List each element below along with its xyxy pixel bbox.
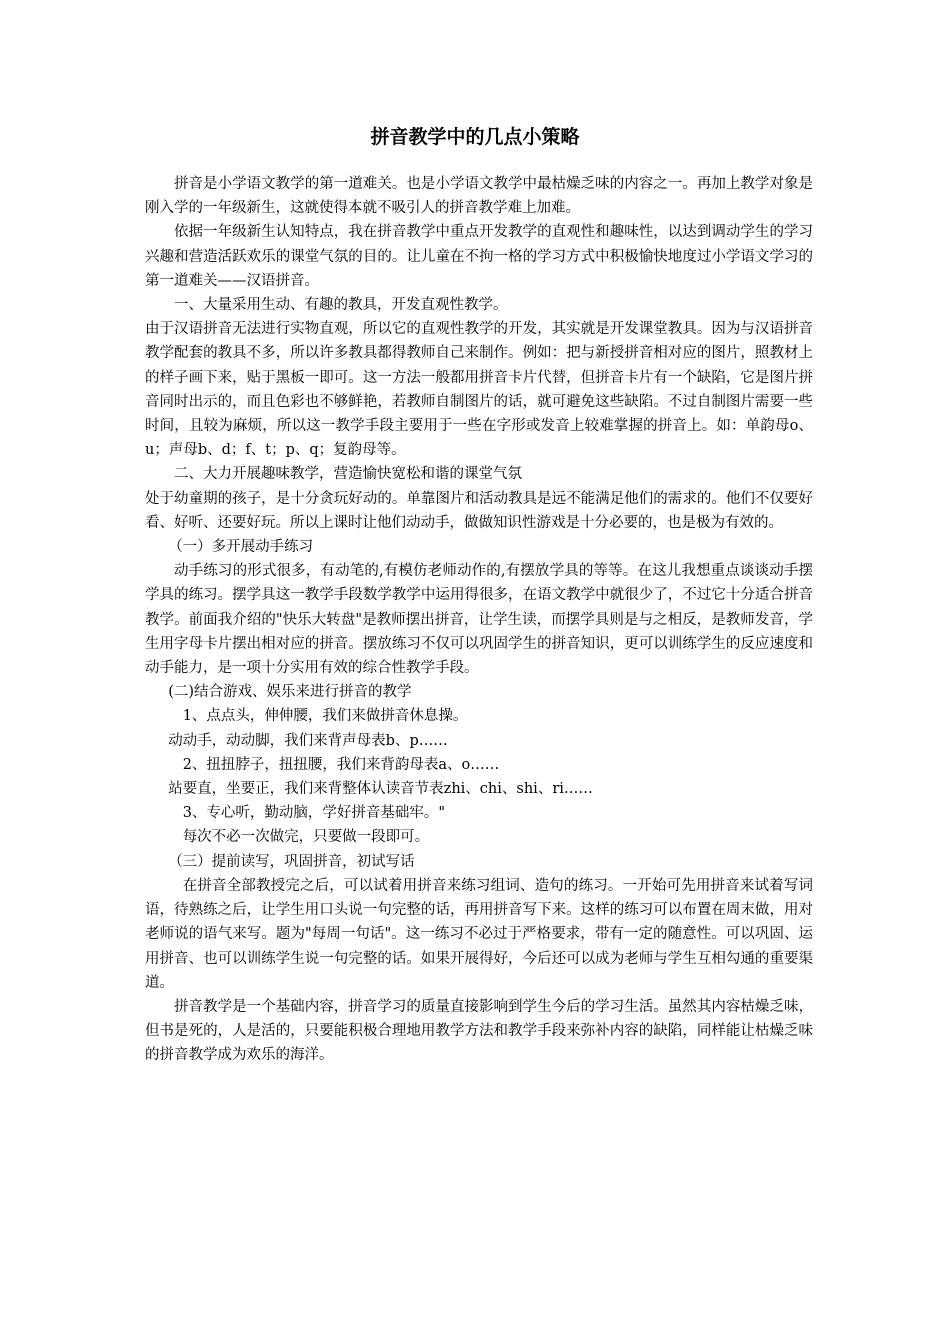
document-title: 拼音教学中的几点小策略 (370, 126, 580, 148)
paragraph-subsection-3: 在拼音全部教授完之后，可以试着用拼音来练习组词、造句的练习。一开始可先用拼音来试着写词语，待熟练之后，让学生用口头说一句完整的话，再用拼音写下来。这样的练习可以布置在周末做，用对老师说的语气来写。题为"每周一句话"。这一练习不必过于严格要求，带有一定的随意性。可以巩固、运用拼音、也可以训练学生说一句完整的话。如果开展得好，今后还可以成为老师与学生互相勾通的重要渠道。 (145, 877, 813, 991)
subsection-heading-3: （三）提前读写，巩固拼音，初试写话 (168, 853, 415, 870)
document-body (145, 172, 813, 1068)
paragraph-section-1: 由于汉语拼音无法进行实物直观，所以它的直观性教学的开发，其实就是开发课堂教具。因为与汉语拼音教学配套的教具不多，所以许多教具都得教师自己来制作。例如：把与新授拼音相对应的图片，照教材上的样子画下来，贴于黑板一即可。这一方法一般都用拼音卡片代替，但拼音卡片有一个缺陷，它是图片拼音同时出示的，而且色彩也不够鲜艳，若教师自制图片的话，就可避免这些缺陷。不过自制图片需要一些时间，且较为麻烦，所以这一教学手段主要用于一些在字形或发音上较难掌握的拼音上。如：单韵母o、u；声母b、d；f、t；p、q；复韵母等。 (145, 321, 813, 459)
subsection-heading-2: (二)结合游戏、娱乐来进行拼音的教学 (168, 684, 412, 701)
subsection-heading-1: （一）多开展动手练习 (168, 539, 314, 556)
paragraph-intro: 拼音是小学语文教学的第一道难关。也是小学语文教学中最枯燥乏味的内容之一。再加上教学对象是刚入学的一年级新生，这就使得本就不吸引人的拼音教学难上加难。 (145, 176, 813, 217)
paragraph-subsection-1: 动手练习的形式很多，有动笔的,有模仿老师动作的,有摆放学具的等等。在这儿我想重点谈谈动手摆学具的练习。摆学具这一教学手段数学教学中运用得很多，在语文教学中就很少了，不过它十分适合拼音教学。前面我介绍的"快乐大转盘"是教师摆出拼音，让学生读，而摆学具则是与之相反，是教师发音，学生用字母卡片摆出相对应的拼音。摆放练习不仅可以巩固学生的拼音知识，更可以训练学生的反应速度和动手能力，是一项十分实用有效的综合性教学手段。 (145, 563, 813, 677)
rhyme-line-1: 1、点点头，伸伸腰，我们来做拼音休息操。 (182, 708, 468, 725)
rhyme-line-4: 站要直，坐要正，我们来背整体认读音节表zhi、chi、shi、ri…… (168, 781, 593, 798)
rhyme-line-2: 动动手，动动脚，我们来背声母表b、p…… (168, 732, 448, 749)
rhyme-line-3: 2、扭扭脖子，扭扭腰，我们来背韵母表a、o…… (182, 756, 500, 773)
paragraph-section-2: 处于幼童期的孩子，是十分贪玩好动的。单靠图片和活动教具是远不能满足他们的需求的。他们不仅要好看、好听、还要好玩。所以上课时让他们动动手，做做知识性游戏是十分必要的，也是极为有效的。 (145, 490, 813, 531)
paragraph-purpose: 依据一年级新生认知特点，我在拼音教学中重点开发教学的直观性和趣味性，以达到调动学生的学习兴趣和营造活跃欢乐的课堂气氛的目的。让儿童在不拘一格的学习方式中积极愉快地度过小学语文学习的第一道难关——汉语拼音。 (145, 224, 813, 289)
paragraph-conclusion: 拼音教学是一个基础内容，拼音学习的质量直接影响到学生今后的学习生活。虽然其内容枯燥乏味，但书是死的，人是活的，只要能积极合理地用教学方法和教学手段来弥补内容的缺陷，同样能让枯燥乏味的拼音教学成为欢乐的海洋。 (145, 998, 813, 1064)
rhyme-note: 每次不必一次做完，只要做一段即可。 (182, 829, 430, 846)
rhyme-line-5: 3、专心听，勤动脑，学好拼音基础牢。" (182, 805, 446, 822)
section-heading-1: 一、大量采用生动、有趣的教具，开发直观性教学。 (174, 297, 508, 314)
section-heading-2: 二、大力开展趣味教学，营造愉快宽松和谐的课堂气氛 (174, 466, 522, 483)
